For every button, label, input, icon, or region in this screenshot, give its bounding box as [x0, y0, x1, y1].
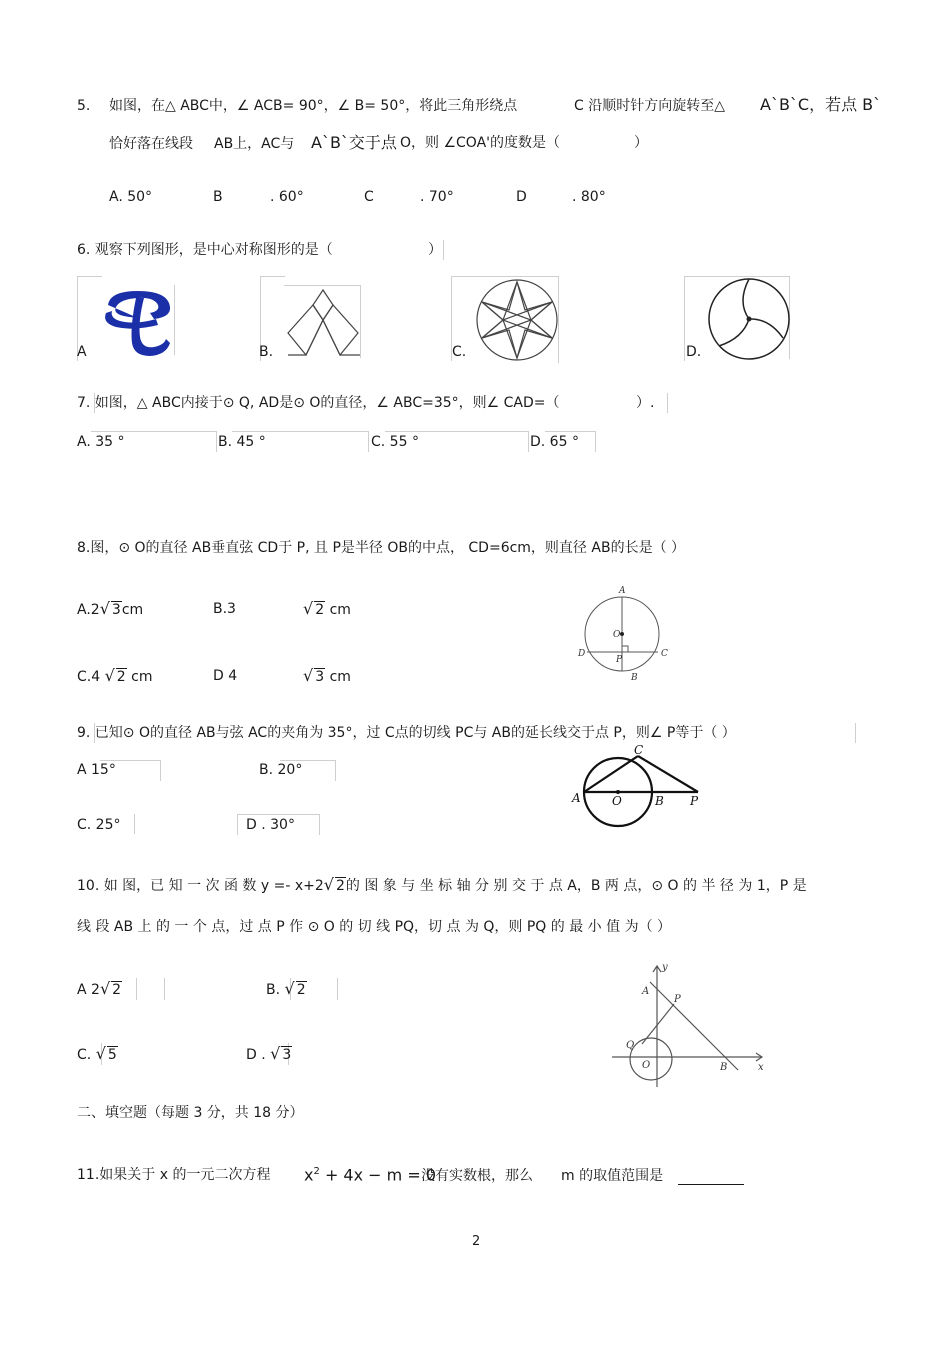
q11-eq-rest: + 4x − m = 0	[324, 1165, 436, 1185]
q9-label-a: A	[572, 791, 581, 805]
q10-label-o: O	[642, 1060, 651, 1071]
q7-option-c[interactable]: C. 55 °	[371, 434, 419, 450]
q7-option-d[interactable]: D. 65 °	[530, 434, 579, 450]
q8-option-a[interactable]: A.2√ 3cm	[77, 599, 144, 618]
q7-option-a[interactable]: A. 35 °	[77, 434, 125, 450]
q8-circle-diagram	[575, 582, 675, 686]
q8-optA-unit: cm	[121, 602, 144, 618]
q11-equation	[304, 1162, 436, 1185]
q8-option-d-value: √ 3 cm	[303, 666, 351, 685]
q5-option-b-value: . 60°	[270, 189, 304, 205]
q8-label-d: D	[578, 649, 586, 659]
q10-optB-radicand: 2	[296, 982, 306, 998]
q5-stem-part8: ）	[634, 135, 648, 151]
q5-option-a[interactable]: A. 50°	[109, 189, 153, 205]
q6-stem: 6. 观察下列图形，是中心对称图形的是（	[77, 242, 333, 258]
q10-line1-part2: 的 图 象 与 坐 标 轴 分 别 交 于 点 A，B 两 点，⊙ O 的 半 径 为 1，P 是	[345, 878, 807, 894]
q10-option-a[interactable]: A 2√ 2	[77, 979, 122, 998]
q10-coordinate-diagram	[612, 962, 772, 1090]
q10-option-c[interactable]: C. √ 5	[77, 1044, 117, 1063]
q9-option-c[interactable]: C. 25°	[77, 817, 121, 833]
q6-label-d[interactable]: D.	[686, 344, 702, 360]
q8-label-c: C	[661, 649, 668, 659]
q6-paren: ）	[428, 242, 442, 258]
q11-answer-blank[interactable]	[678, 1170, 744, 1186]
q8-optB-radicand: 2	[315, 602, 325, 618]
q8-stem: 8.图，⊙ O的直径 AB垂直弦 CD于 P, 且 P是半径 OB的中点， CD=6cm，则直径 AB的长是（ ）	[77, 540, 686, 556]
q8-label-b: B	[631, 673, 638, 683]
q10-label-a: A	[642, 986, 650, 997]
q8-optC-radicand: 2	[116, 669, 126, 685]
q6-label-a[interactable]: A	[77, 344, 87, 360]
q9-label-o: O	[612, 794, 622, 808]
q10-line2: 线 段 AB 上 的 一 个 点，过 点 P 作 ⊙ O 的 切 线 PQ，切 点 为 Q，则 PQ 的 最 小 值 为（ ）	[77, 919, 672, 935]
q5-stem-part2: C 沿顺时针方向旋转至△	[574, 98, 725, 114]
q5-stem-part7: O，则 ∠COA'的度数是（	[400, 135, 560, 151]
q10-label-b: B	[720, 1062, 728, 1073]
q10-option-b[interactable]: B. √ 2	[266, 979, 306, 998]
q10-label-q: Q	[626, 1040, 635, 1051]
q7-option-b[interactable]: B. 45 °	[218, 434, 266, 450]
q10-optA-coef: A 2	[77, 982, 100, 998]
q10-optC-radicand: 5	[107, 1047, 117, 1063]
q8-optD-unit: cm	[329, 669, 351, 685]
q8-option-d-letter[interactable]: D 4	[213, 668, 238, 684]
q10-label-p: P	[674, 994, 681, 1005]
q5-option-c-letter[interactable]: C	[364, 189, 374, 205]
q11-eq-x: x	[304, 1165, 314, 1185]
q10-label-y: y	[662, 962, 668, 973]
q8-label-p: P	[616, 655, 623, 665]
q5-option-d-letter[interactable]: D	[516, 189, 527, 205]
q7-paren: ）.	[636, 395, 655, 411]
q10-line1-radicand: 2	[335, 878, 345, 894]
q10-optD-radicand: 3	[282, 1047, 292, 1063]
q10-optC-letter: C.	[77, 1047, 92, 1063]
q10-option-d[interactable]: D . √ 3	[246, 1044, 292, 1063]
q6-label-c[interactable]: C.	[452, 344, 467, 360]
q10-line1-part1: 10. 如 图，已 知 一 次 函 数 y =- x+2	[77, 878, 324, 894]
q5-stem-part5: AB上，AC与	[214, 136, 295, 152]
q6-label-b[interactable]: B.	[259, 344, 274, 360]
q8-option-b-letter[interactable]: B.3	[213, 601, 236, 617]
q10-optA-box2	[164, 978, 165, 1000]
section-heading: 二、填空题（每题 3 分，共 18 分）	[77, 1105, 304, 1121]
q5-option-b-letter[interactable]: B	[213, 189, 223, 205]
q5-stem-part4: 恰好落在线段	[109, 136, 193, 152]
q9-label-b: B	[655, 794, 664, 808]
q9-label-c: C	[634, 743, 644, 757]
q8-optD-radicand: 3	[315, 669, 325, 685]
q5-stem-part1: 如图，在△ ABC中，∠ ACB= 90°，∠ B= 50°，将此三角形绕点	[109, 98, 518, 114]
q10-label-x: x	[758, 1062, 764, 1073]
q11-eq-exponent: 2	[313, 1166, 320, 1177]
q8-label-o: O	[613, 630, 621, 640]
q11-stem-part2: 没有实数根，那么	[421, 1168, 533, 1184]
q10-optD-letter: D .	[246, 1047, 266, 1063]
q8-label-a: A	[619, 586, 626, 596]
circle-arcs-icon[interactable]	[707, 276, 791, 360]
q7-stem: 7. 如图，△ ABC内接于⊙ Q, AD是⊙ O的直径，∠ ABC=35°，则∠ CAD=（	[77, 395, 560, 411]
q9-tangent-diagram	[568, 742, 708, 828]
diamond-figure-icon[interactable]	[284, 285, 362, 357]
q11-stem-part1: 11.如果关于 x 的一元二次方程	[77, 1167, 271, 1183]
q8-optA-radicand: 3	[111, 602, 121, 618]
page-number: 2	[472, 1234, 481, 1249]
q5-option-d-value: . 80°	[572, 189, 606, 205]
q9-option-b[interactable]: B. 20°	[259, 762, 303, 778]
q8-optC-coef: C.4	[77, 669, 101, 685]
q8-optB-unit: cm	[329, 602, 351, 618]
q9-option-d[interactable]: D . 30°	[246, 817, 295, 833]
q10-optB-letter: B.	[266, 982, 281, 998]
q9-option-a[interactable]: A 15°	[77, 762, 116, 778]
star-circle-icon[interactable]	[474, 276, 560, 362]
telecom-logo-icon[interactable]	[100, 285, 176, 357]
q5-stem-part3: A`B`C，若点 B`	[760, 95, 882, 114]
q5-stem-part6: A`B`交于点	[311, 133, 397, 152]
q5-option-c-value: . 70°	[420, 189, 454, 205]
q9-stem: 9. 已知⊙ O的直径 AB与弦 AC的夹角为 35°，过 C点的切线 PC与 AB的延长线交于点 P，则∠ P等于（ ）	[77, 725, 736, 741]
q9-label-p: P	[690, 794, 699, 808]
q10-optA-radicand: 2	[112, 982, 122, 998]
q8-optA-coef: A.2	[77, 602, 100, 618]
q11-stem-part3: m 的取值范围是	[561, 1168, 664, 1184]
q8-option-b-value: √ 2 cm	[303, 599, 351, 618]
q10-line1: 10. 如 图，已 知 一 次 函 数 y =- x+2√ 2的 图 象 与 坐 标 轴 分 别 交 于 点 A，B 两 点，⊙ O 的 半 径 为 1，P 是	[77, 875, 807, 894]
q5-number: 5.	[77, 98, 91, 114]
q8-optC-unit: cm	[131, 669, 153, 685]
q8-option-c[interactable]: C.4 √ 2 cm	[77, 666, 153, 685]
